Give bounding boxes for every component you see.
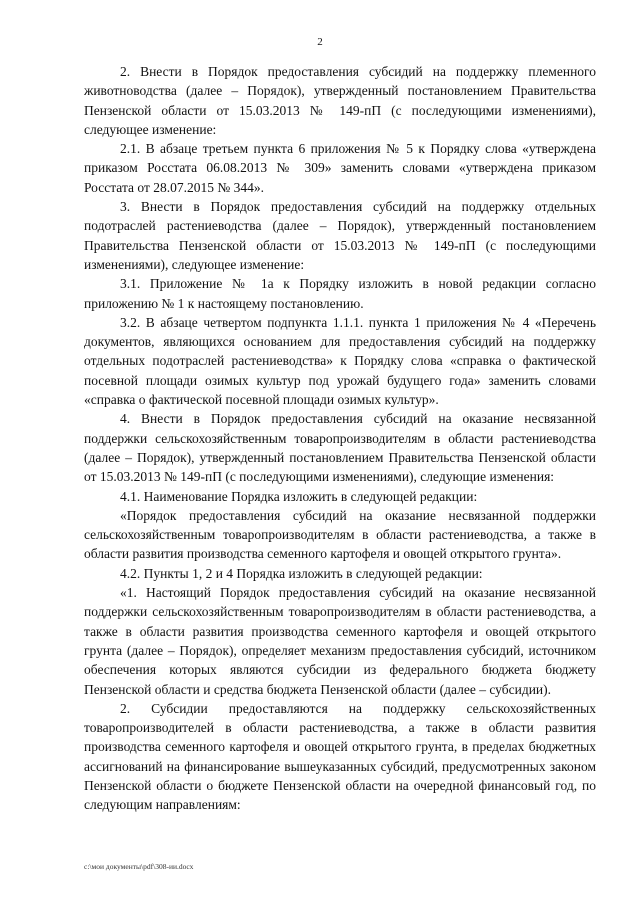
- paragraph-4: 4. Внести в Порядок предоставления субсидий на оказание несвязанной поддержки сельскохозяйственным товаропроизводителям в области растениеводства (далее – Порядок), утвержденный постановлением Правительства Пензенской области от 15.03.2013 № 149-пП (с последующими изменениями), следующие изменения:: [84, 411, 596, 485]
- document-body: [84, 62, 596, 815]
- paragraph-3-2: 3.2. В абзаце четвертом подпункта 1.1.1. пункта 1 приложения № 4 «Перечень документов, являющихся основанием для предоставления субсидий на поддержку отдельных подотраслей растениеводства» к Порядку слова «справка о фактической посевной площади озимых культур под урожай будущего года» заменить словами «справка о фактической посевной площади озимых культур».: [84, 314, 596, 408]
- paragraph-2-1: 2.1. В абзаце третьем пункта 6 приложения № 5 к Порядку слова «утверждена приказом Росстата 06.08.2013 № 309» заменить словами «утверждена приказом Росстата от 28.07.2015 № 344».: [84, 141, 596, 195]
- page-number: 2: [317, 36, 323, 48]
- paragraph-item-2: 2. Субсидии предоставляются на поддержку сельскохозяйственных товаропроизводителей в области растениеводства, а также в области развития производства семенного картофеля и овощей открытого грунта, в пределах бюджетных ассигнований на финансирование вышеуказанных субсидий, предусмотренных законом Пензенской области о бюджете Пензенской области на очередной финансовый год, по следующим направлениям:: [84, 700, 596, 813]
- paragraph-2: 2. Внести в Порядок предоставления субсидий на поддержку племенного животноводства (далее – Порядок), утвержденный постановлением Правительства Пензенской области от 15.03.2013 № 149-пП (с последующими изменениями), следующее изменение:: [84, 64, 596, 137]
- paragraph-3-1: 3.1. Приложение № 1а к Порядку изложить в новой редакции согласно приложению № 1 к настоящему постановлению.: [84, 276, 596, 311]
- paragraph-4-1-quote: «Порядок предоставления субсидий на оказание несвязанной поддержки сельскохозяйственным товаропроизводителям в области растениеводства, а также в области развития производства семенного картофеля и овощей открытого грунта».: [84, 507, 596, 562]
- paragraph-4-1: 4.1. Наименование Порядка изложить в следующей редакции:: [120, 488, 478, 504]
- footer-file-path: c:\мои документы\pdf\308-ии.docx: [84, 862, 194, 871]
- paragraph-item-1: «1. Настоящий Порядок предоставления субсидий на оказание несвязанной поддержки сельскохозяйственным товаропроизводителям в области растениеводства, а также в области развития производства семенного картофеля и овощей открытого грунта (далее – Порядок), определяет механизм предоставления субсидий, источником обеспечения которых являются субсидии из федерального бюджета бюджету Пензенской области и средства бюджета Пензенской области (далее – субсидии).: [84, 585, 596, 697]
- paragraph-3: 3. Внести в Порядок предоставления субсидий на поддержку отдельных подотраслей растениеводства (далее – Порядок), утвержденный постановлением Правительства Пензенской области от 15.03.2013 № 149-пП (с последующими изменениями), следующее изменение:: [84, 199, 596, 272]
- paragraph-4-2: 4.2. Пункты 1, 2 и 4 Порядка изложить в следующей редакции:: [120, 565, 483, 581]
